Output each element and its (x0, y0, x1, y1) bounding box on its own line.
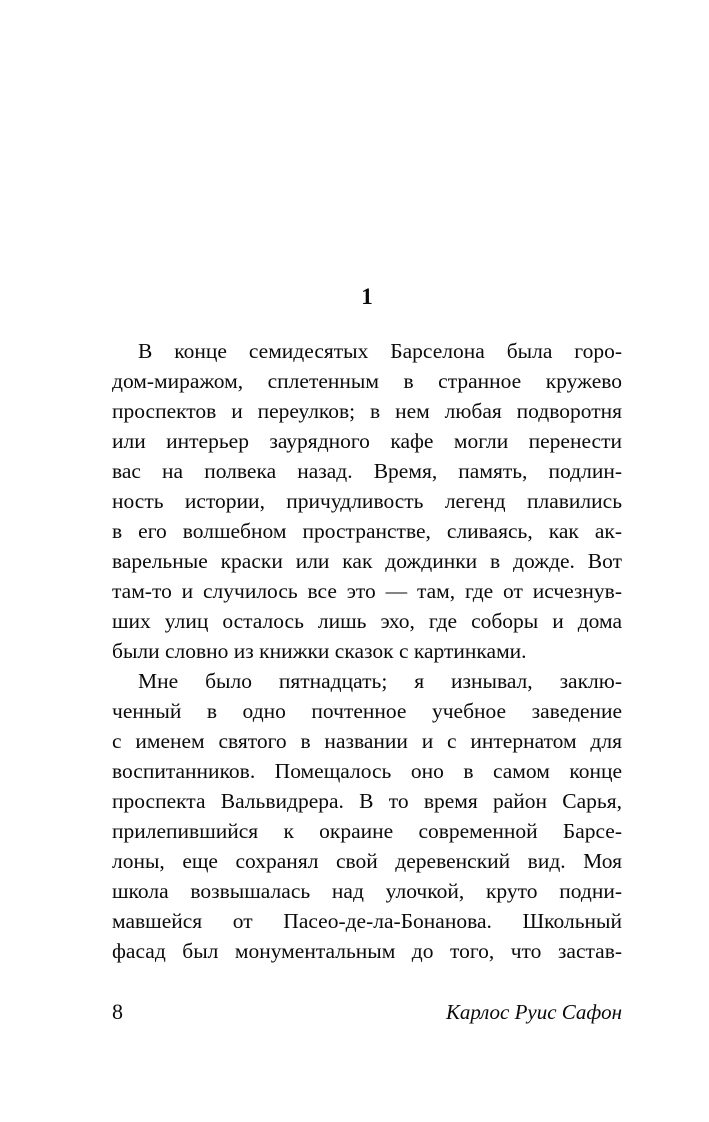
page-number: 8 (112, 999, 123, 1024)
text-line: проспектов и переулков; в нем любая подворотня (112, 399, 622, 423)
page-footer (112, 998, 622, 1026)
text-line: ченный в одно почтенное учебное заведение (112, 699, 622, 723)
text-line: мавшейся от Пасео-де-ла-Бонанова. Школьный (112, 909, 622, 933)
text-line: В конце семидесятых Барселона была горо- (138, 339, 622, 363)
text-line: были словно из книжки сказок с картинками. (112, 639, 527, 663)
chapter-number-heading: 1 (361, 284, 373, 309)
text-line: школа возвышалась над улочкой, круто подни- (112, 879, 622, 903)
text-line: прилепившийся к окраине современной Барсе- (112, 819, 622, 843)
text-line: дом-миражом, сплетенным в странное кружево (112, 369, 622, 393)
text-line: там-то и случилось все это — там, где от исчезнув- (112, 579, 622, 603)
paragraph (112, 666, 622, 966)
text-line: в его волшебном пространстве, сливаясь, как ак- (112, 519, 622, 543)
text-line: фасад был монументальным до того, что застав- (112, 939, 622, 963)
text-line: варельные краски или как дождинки в дожде. Вот (112, 549, 622, 573)
text-line: вас на полвека назад. Время, память, подлин- (112, 459, 622, 483)
text-line: ших улиц осталось лишь эхо, где соборы и дома (112, 609, 622, 633)
text-line: лоны, еще сохранял свой деревенский вид. Моя (112, 849, 622, 873)
body-text-block (112, 336, 622, 966)
running-title-author: Карлос Руис Сафон (445, 1000, 622, 1024)
paragraph (112, 336, 622, 666)
text-line: или интерьер заурядного кафе могли перенести (112, 429, 622, 453)
text-line: проспекта Вальвидрера. В то время район Сарья, (112, 789, 622, 813)
text-line: с именем святого в названии и с интернатом для (112, 729, 622, 753)
text-line: воспитанников. Помещалось оно в самом конце (112, 759, 622, 783)
text-line: Мне было пятнадцать; я изнывал, заклю- (138, 669, 622, 693)
text-line: ность истории, причудливость легенд плавились (112, 489, 622, 513)
